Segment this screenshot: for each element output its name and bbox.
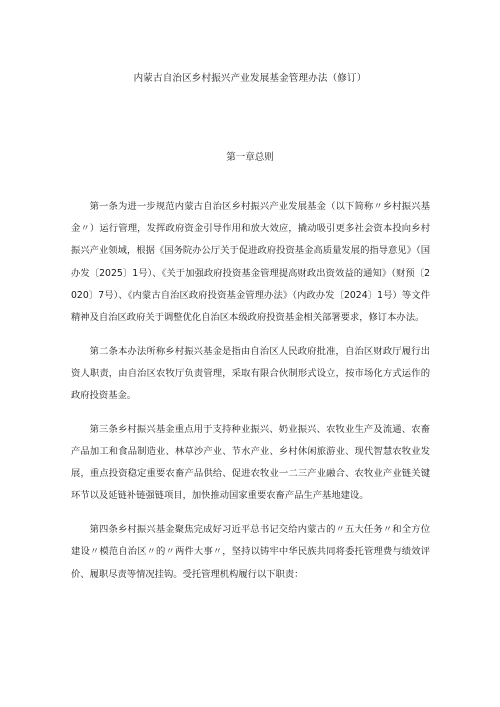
document-body xyxy=(71,196,430,597)
chapter-title: 第一章总则 xyxy=(226,152,274,163)
paragraph-article-3: 第三条乡村振兴基金重点用于支持种业振兴、奶业振兴、农牧业生产及流通、农畜产品加工和食品制造业、林草沙产业、节水产业、乡村休闲旅游业、现代智慧农牧业发展，重点投资稳定重要农畜产品供给、促进农牧业一二三产业融合、农牧业产业链关键环节以及延链补链强链项目，加快推动国家重要农畜产品生产基地建设。 xyxy=(71,423,430,502)
document-title: 内蒙古自治区乡村振兴产业发展基金管理办法（修订） xyxy=(133,73,367,84)
paragraph-article-4: 第四条乡村振兴基金聚焦完成好习近平总书记交给内蒙古的〃五大任务〃和全方位建设〃模范自治区〃的〃两件大事〃，坚持以铸牢中华民族共同将委托管理费与绩效评价、履职尽责等情况挂钩。受托管理机构履行以下职责： xyxy=(71,524,430,580)
paragraph-article-2: 第二条本办法所称乡村振兴基金是指由自治区人民政府批准，自治区财政厅履行出资人职责，由自治区农牧厅负责管理，采取有限合伙制形式设立，按市场化方式运作的政府投资基金。 xyxy=(71,345,430,402)
paragraph-article-1: 第一条为进一步规范内蒙古自治区乡村振兴产业发展基金（以下简称〃乡村振兴基金〃）运行管理，发挥政府资金引导作用和放大效应，撬动吸引更多社会资本投向乡村振兴产业领域，根据《国务院办公厅关于促进政府投资基金高质量发展的指导意见》（国办发〔2025〕1号）、《关于加强政府投资基金管理提高财政出资效益的通知》（财预〔2020〕7号）、《内蒙古自治区政府投资基金管理办法》（内政办发〔2024〕1号）等文件精神及自治区政府关于调整优化自治区本级政府投资基金相关部署要求，修订本办法。 xyxy=(71,201,430,324)
